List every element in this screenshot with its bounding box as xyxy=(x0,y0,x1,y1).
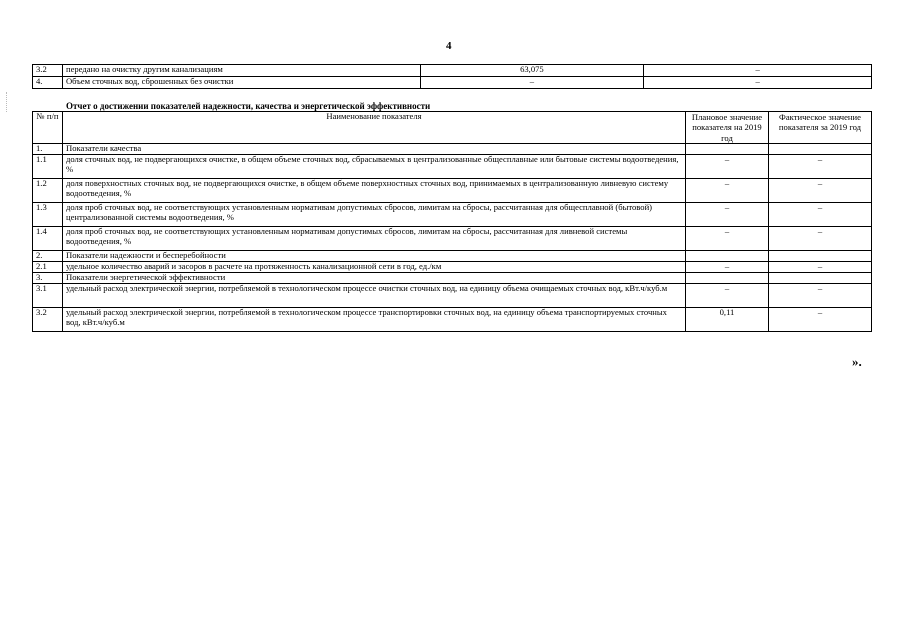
scan-margin-mark xyxy=(6,92,8,112)
row-fact: – xyxy=(769,154,872,178)
row-number: 1.1 xyxy=(33,154,63,178)
table-row xyxy=(33,178,872,202)
row-plan: – xyxy=(686,261,769,272)
row-name: доля проб сточных вод, не соответствующих установленным нормативам допустимых сбросов, лимитам на сбросы, рассчитанная для ливневой системы водоотведения, % xyxy=(63,226,686,250)
row-name: удельный расход электрической энергии, потребляемой в технологическом процессе очистки сточных вод, на единицу объема очищаемых сточных вод, кВт.ч/куб.м xyxy=(63,283,686,307)
row-fact xyxy=(769,143,872,154)
report-title: Отчет о достижении показателей надежности, качества и энергетической эффективности xyxy=(66,101,431,111)
table-row xyxy=(33,226,872,250)
row-fact: – xyxy=(769,283,872,307)
row-fact xyxy=(769,272,872,283)
row-plan: – xyxy=(686,283,769,307)
row-fact: – xyxy=(769,202,872,226)
row-extra: – xyxy=(644,77,872,89)
row-fact: – xyxy=(769,307,872,331)
row-plan: – xyxy=(686,154,769,178)
row-fact xyxy=(769,250,872,261)
table-row xyxy=(33,272,872,283)
row-fact: – xyxy=(769,261,872,272)
table-row xyxy=(33,307,872,331)
row-extra: – xyxy=(644,65,872,77)
row-plan: – xyxy=(686,202,769,226)
row-number: 3.1 xyxy=(33,283,63,307)
row-name: передано на очистку другим канализациям xyxy=(62,65,420,77)
row-fact: – xyxy=(769,178,872,202)
row-name: Объем сточных вод, сброшенных без очистки xyxy=(62,77,420,89)
row-plan: – xyxy=(686,178,769,202)
header-num: № п/п xyxy=(33,112,63,144)
row-fact: – xyxy=(769,226,872,250)
row-number: 1.4 xyxy=(33,226,63,250)
row-plan: 0,11 xyxy=(686,307,769,331)
row-number: 3.2 xyxy=(33,307,63,331)
row-name: удельное количество аварий и засоров в расчете на протяженность канализационной сети в год, ед./км xyxy=(63,261,686,272)
page-number: 4 xyxy=(446,40,452,52)
row-number: 2.1 xyxy=(33,261,63,272)
table-row xyxy=(33,154,872,178)
row-name: Показатели качества xyxy=(63,143,686,154)
table-row xyxy=(33,202,872,226)
row-name: доля поверхностных сточных вод, не подвергающихся очистке, в общем объеме поверхностных сточных вод, принимаемых в централизованную ливневую систему водоотведения, % xyxy=(63,178,686,202)
table-row xyxy=(33,143,872,154)
row-name: доля сточных вод, не подвергающихся очистке, в общем объеме сточных вод, сбрасываемых в централизованные общесплавные или бытовые системы водоотведения, % xyxy=(63,154,686,178)
row-value: 63,075 xyxy=(420,65,644,77)
row-value: – xyxy=(420,77,644,89)
row-name: доля проб сточных вод, не соответствующих установленным нормативам допустимых сбросов, лимитам на сбросы, рассчитанная для общесплавной (бытовой) централизованной системы водоотведения, % xyxy=(63,202,686,226)
row-plan: – xyxy=(686,226,769,250)
row-number: 1.3 xyxy=(33,202,63,226)
row-number: 2. xyxy=(33,250,63,261)
row-number: 3.2 xyxy=(33,65,63,77)
table-row xyxy=(33,65,872,77)
row-number: 4. xyxy=(33,77,63,89)
table-header-row xyxy=(33,112,872,144)
continued-table xyxy=(32,64,872,89)
row-name: удельный расход электрической энергии, потребляемой в технологическом процессе транспортировки сточных вод, на единицу объема транспортируемых сточных вод, кВт.ч/куб.м xyxy=(63,307,686,331)
table-row xyxy=(33,77,872,89)
row-plan xyxy=(686,250,769,261)
row-number: 3. xyxy=(33,272,63,283)
row-number: 1. xyxy=(33,143,63,154)
header-name: Наименование показателя xyxy=(63,112,686,144)
header-fact: Фактическое значение показателя за 2019 год xyxy=(769,112,872,144)
row-name: Показатели надежности и бесперебойности xyxy=(63,250,686,261)
row-plan xyxy=(686,272,769,283)
table-row xyxy=(33,250,872,261)
row-number: 1.2 xyxy=(33,178,63,202)
header-plan: Плановое значение показателя на 2019 год xyxy=(686,112,769,144)
indicators-table xyxy=(32,111,872,332)
table-row xyxy=(33,283,872,307)
closing-quote-mark: ». xyxy=(852,354,862,369)
row-name: Показатели энергетической эффективности xyxy=(63,272,686,283)
row-plan xyxy=(686,143,769,154)
table-row xyxy=(33,261,872,272)
